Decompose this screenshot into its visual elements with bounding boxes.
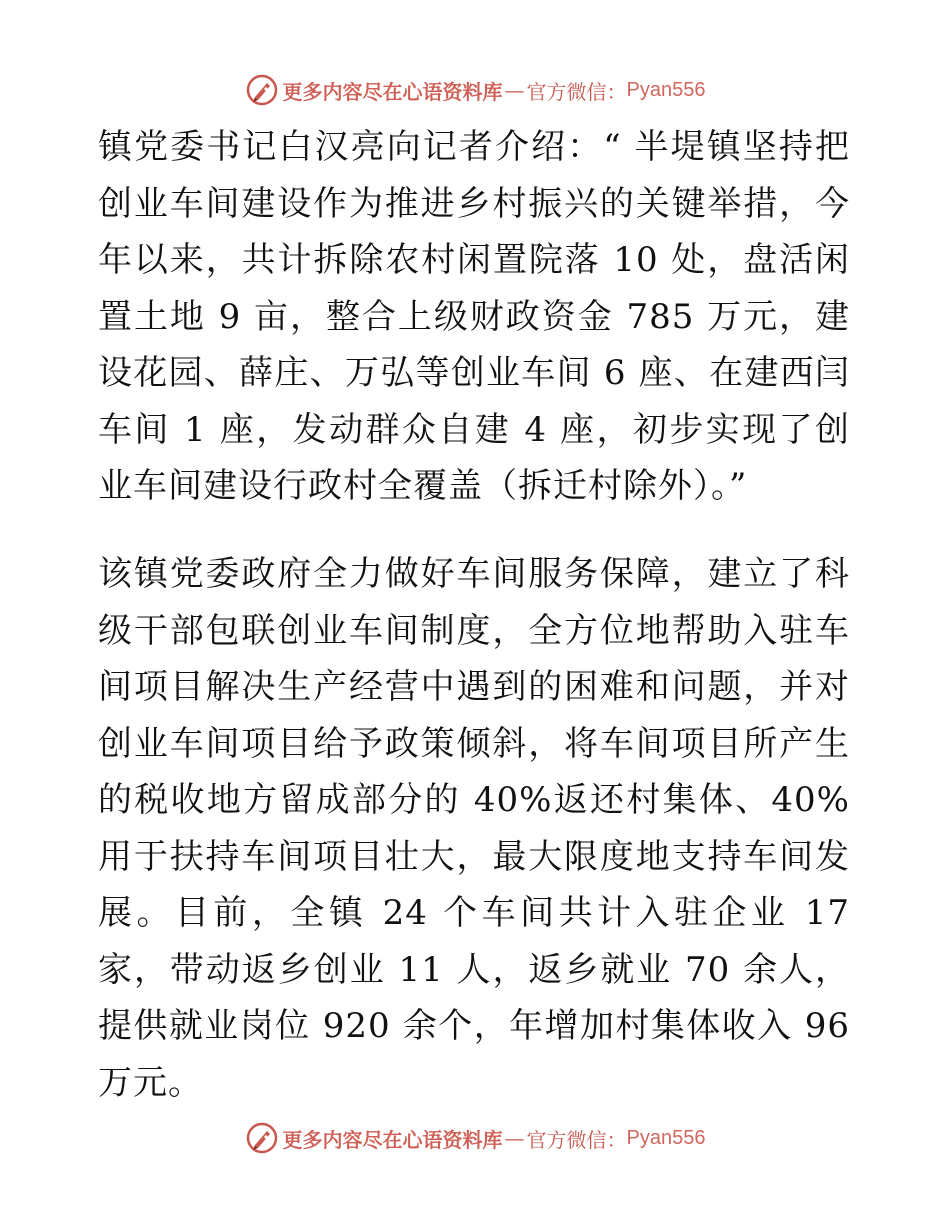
banner-separator: —: [504, 1126, 525, 1150]
pen-nib-logo-icon: [245, 73, 279, 107]
header-banner: [0, 70, 950, 110]
paragraph-2: 该镇党委政府全力做好车间服务保障，建立了科级干部包联创业车间制度，全方位地帮助入驻车间项目解决生产经营中遇到的困难和问题，并对创业车间项目给予政策倾斜，将车间项目所产生的税收地方留成部分的 40%返还村集体、40%用于扶持车间项目壮大，最大限度地支持车间发展。目前，全镇 24 个车间共计入驻企业 17 家，带动返乡创业 11 人，返乡就业 70 余人，提供就业岗位 920 余个，年增加村集体收入 96 万元。: [98, 554, 850, 1103]
banner-official-label: 官方微信：: [526, 1127, 627, 1152]
paragraph-1: 镇党委书记白汉亮向记者介绍：“ 半堤镇坚持把创业车间建设作为推进乡村振兴的关键举措，今年以来，共计拆除农村闲置院落 10 处，盘活闲置土地 9 亩，整合上级财政资金 785 万元，建设花园、薛庄、万弘等创业车间 6 座、在建西闫车间 1 座，发动群众自建 4 座，初步实现了创业车间建设行政村全覆盖（拆迁村除外）。”: [98, 127, 850, 506]
banner-wechat-id: Pyan556: [626, 1126, 706, 1149]
banner-wechat-id: Pyan556: [626, 78, 706, 101]
banner-official-label: 官方微信：: [526, 79, 627, 104]
banner-brand-text: 更多内容尽在心语资料库: [282, 1127, 503, 1152]
banner-brand-text: 更多内容尽在心语资料库: [282, 79, 503, 104]
banner-separator: —: [504, 78, 525, 102]
footer-banner: [0, 1118, 950, 1158]
pen-nib-logo-icon: [245, 1121, 279, 1155]
